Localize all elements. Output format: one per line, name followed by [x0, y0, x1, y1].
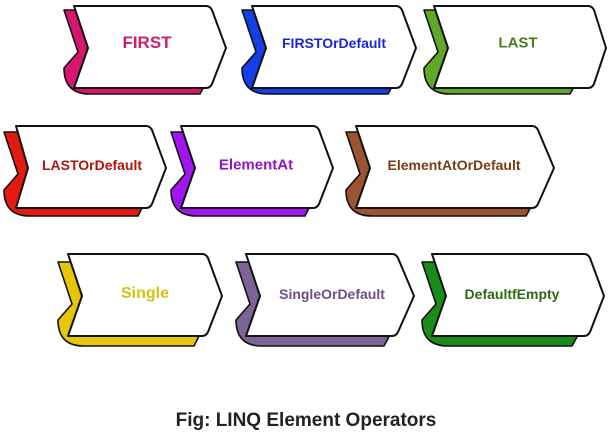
operator-label: FIRST: [122, 33, 172, 52]
operator-label: ElementAtOrDefault: [387, 157, 521, 173]
operator-label: FIRSTOrDefault: [282, 35, 386, 51]
operator-label: Single: [120, 285, 170, 302]
figure-caption: Fig: LINQ Element Operators: [175, 410, 437, 431]
operator-label: SingleOrDefault: [279, 286, 385, 302]
operator-label: ElementAt: [218, 156, 294, 174]
operator-label: LAST: [498, 34, 538, 52]
operator-label: DefaultfEmpty: [464, 286, 560, 302]
operator-label: LASTOrDefault: [41, 157, 143, 173]
